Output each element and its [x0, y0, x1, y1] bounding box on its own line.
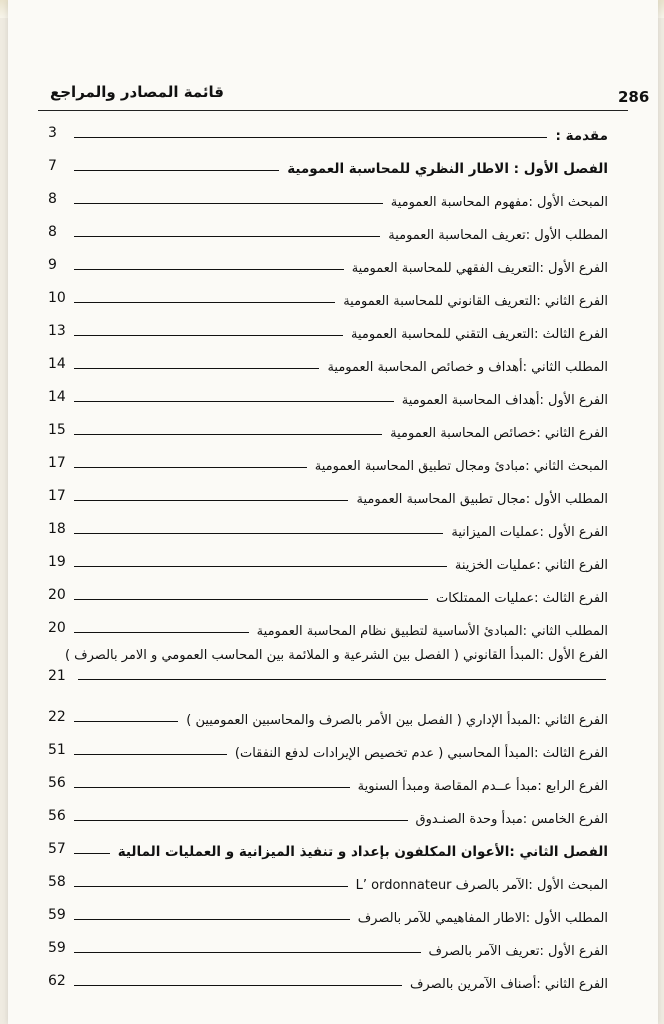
toc-entry-label: الفرع الثالث :المبدأ المحاسبي ( عدم تخصيص الإيرادات لدفع النفقات): [234, 746, 608, 761]
toc-entry-page: 59: [48, 907, 66, 923]
toc-entry-page: 15: [48, 422, 66, 438]
toc-entry-page: 10: [48, 290, 66, 306]
toc-entry-label: المطلب الأول :الاطار المفاهيمي للآمر بالصرف: [357, 911, 608, 926]
toc-entry-label: المبحث الثاني :مبادئ ومجال تطبيق المحاسبة العمومية: [314, 459, 608, 474]
toc-entry-label: المطلب الثاني :أهداف و خصائص المحاسبة العمومية: [327, 360, 608, 375]
toc-leader-line: [74, 236, 380, 237]
toc-entry-page: 14: [48, 389, 66, 405]
toc-entry[interactable]: [48, 576, 608, 609]
book-page: [8, 0, 658, 1024]
toc-entry[interactable]: [48, 477, 608, 510]
toc-leader-line: [74, 203, 383, 204]
toc-leader-line: [74, 566, 447, 567]
toc-entry-page: 56: [48, 808, 66, 824]
toc-entry[interactable]: [48, 929, 608, 962]
toc-leader-line: [74, 170, 279, 171]
toc-entry-label: الفرع الخامس :مبدأ وحدة الصنـدوق: [415, 812, 608, 827]
toc-entry[interactable]: [48, 246, 608, 279]
toc-entry-label: المطلب الأول :مجال تطبيق المحاسبة العمومية: [356, 492, 608, 507]
toc-entry[interactable]: [48, 731, 608, 764]
toc-leader-line: [74, 985, 402, 986]
toc-leader-line: [74, 467, 307, 468]
toc-entry-label: المبحث الأول :مفهوم المحاسبة العمومية: [390, 195, 608, 210]
toc-entry[interactable]: [48, 962, 608, 995]
toc-entry[interactable]: [48, 863, 608, 896]
toc-entry-page: 14: [48, 356, 66, 372]
toc-entry[interactable]: [48, 764, 608, 797]
toc-entry-page: 7: [48, 158, 57, 174]
toc-entry[interactable]: [48, 147, 608, 180]
toc-entry[interactable]: [48, 797, 608, 830]
toc-entry-page: 8: [48, 191, 57, 207]
toc-leader-line: [74, 820, 408, 821]
toc-leader-line: [74, 599, 428, 600]
toc-entry-label: الفرع الأول :عمليات الميزانية: [451, 525, 608, 540]
toc-leader-line: [74, 368, 319, 369]
toc-entry[interactable]: [48, 378, 608, 411]
toc-entry-page: 18: [48, 521, 66, 537]
toc-leader-line: [74, 952, 421, 953]
toc-entry-label: الفرع الثالث :التعريف التقني للمحاسبة العمومية: [351, 327, 608, 342]
toc-entry[interactable]: [48, 642, 608, 698]
toc-entry[interactable]: [48, 896, 608, 929]
toc-entry-page: 9: [48, 257, 57, 273]
toc-entry[interactable]: [48, 180, 608, 213]
toc-leader-line: [74, 754, 227, 755]
toc-entry-label: الفرع الأول :تعريف الآمر بالصرف: [428, 944, 608, 959]
toc-leader-line: [74, 401, 394, 402]
toc-leader-line: [74, 302, 335, 303]
toc-entry-page: 51: [48, 742, 66, 758]
toc-entry[interactable]: [48, 510, 608, 543]
toc-entry-page: 17: [48, 488, 66, 504]
toc-entry-label: الفرع الثاني :المبدأ الإداري ( الفصل بين الأمر بالصرف والمحاسبين العموميين ): [186, 713, 608, 728]
toc-leader-line: [74, 632, 249, 633]
toc-entry-label: الفرع الثاني :عمليات الخزينة: [454, 558, 608, 573]
toc-entry-page: 19: [48, 554, 66, 570]
toc-entry-page: 62: [48, 973, 66, 989]
toc-entry-label: الفرع الرابع :مبدأ عــدم المقاصة ومبدأ السنوية: [357, 779, 608, 794]
toc-leader-line: [74, 335, 343, 336]
toc-leader-line: [74, 533, 443, 534]
toc-leader-line: [78, 679, 606, 680]
toc-entry[interactable]: [48, 830, 608, 863]
toc-entry-page: 58: [48, 874, 66, 890]
toc-entry[interactable]: [48, 279, 608, 312]
toc-entry-page: 8: [48, 224, 57, 240]
toc-entry-page: 3: [48, 125, 57, 141]
toc-entry-label: مقدمة :: [555, 128, 608, 144]
toc-entry-page: 59: [48, 940, 66, 956]
toc-leader-line: [74, 853, 110, 854]
toc-entry-page: 17: [48, 455, 66, 471]
toc-leader-line: [74, 269, 344, 270]
toc-entry[interactable]: [48, 114, 608, 147]
toc-leader-line: [74, 919, 350, 920]
toc-entry-label: المبحث الأول :الآمر بالصرف L’ ordonnateur: [355, 878, 608, 893]
toc-entry[interactable]: [48, 312, 608, 345]
table-of-contents: [48, 114, 608, 995]
toc-entry[interactable]: [48, 698, 608, 731]
toc-leader-line: [74, 137, 547, 138]
toc-entry-label: الفرع الأول :المبدأ القانوني ( الفصل بين الشرعية و الملائمة بين المحاسب العمومي و الامر بالصرف ): [64, 648, 608, 663]
toc-entry-page: 20: [48, 587, 66, 603]
toc-leader-line: [74, 721, 178, 722]
toc-entry-label: الفصل الثاني :الأعوان المكلفون بإعداد و تنفيذ الميزانية و العمليات المالية: [117, 844, 608, 860]
running-title: قائمة المصادر والمراجع: [50, 83, 224, 101]
page-header: [30, 80, 650, 106]
toc-entry-page: 22: [48, 709, 66, 725]
toc-entry[interactable]: [48, 345, 608, 378]
toc-entry-page: 20: [48, 620, 66, 636]
toc-entry-label: الفرع الثالث :عمليات الممتلكات: [436, 591, 608, 606]
toc-entry-page: 56: [48, 775, 66, 791]
toc-entry[interactable]: [48, 609, 608, 642]
toc-entry-label: الفصل الأول : الاطار النظري للمحاسبة العمومية: [287, 161, 608, 177]
toc-entry[interactable]: [48, 543, 608, 576]
toc-entry-label: الفرع الثاني :خصائص المحاسبة العمومية: [390, 426, 608, 441]
toc-entry-label: الفرع الأول :أهداف المحاسبة العمومية: [401, 393, 608, 408]
toc-leader-line: [74, 434, 382, 435]
toc-entry-label: الفرع الثاني :التعريف القانوني للمحاسبة العمومية: [343, 294, 608, 309]
toc-entry-page: 13: [48, 323, 66, 339]
header-rule: [38, 110, 628, 111]
toc-entry[interactable]: [48, 411, 608, 444]
toc-entry-page: 21: [48, 668, 66, 684]
toc-leader-line: [74, 787, 350, 788]
toc-entry-label: المطلب الأول :تعريف المحاسبة العمومية: [388, 228, 608, 243]
toc-entry-label: الفرع الثاني :أصناف الآمرين بالصرف: [409, 977, 608, 992]
page-number: 286: [618, 88, 650, 106]
toc-entry-label: الفرع الأول :التعريف الفقهي للمحاسبة العمومية: [351, 261, 608, 276]
toc-entry-page: 57: [48, 841, 66, 857]
toc-entry[interactable]: [48, 213, 608, 246]
toc-entry-label: المطلب الثاني :المبادئ الأساسية لتطبيق نظام المحاسبة العمومية: [256, 624, 608, 639]
toc-entry[interactable]: [48, 444, 608, 477]
toc-leader-line: [74, 500, 348, 501]
toc-leader-line: [74, 886, 348, 887]
